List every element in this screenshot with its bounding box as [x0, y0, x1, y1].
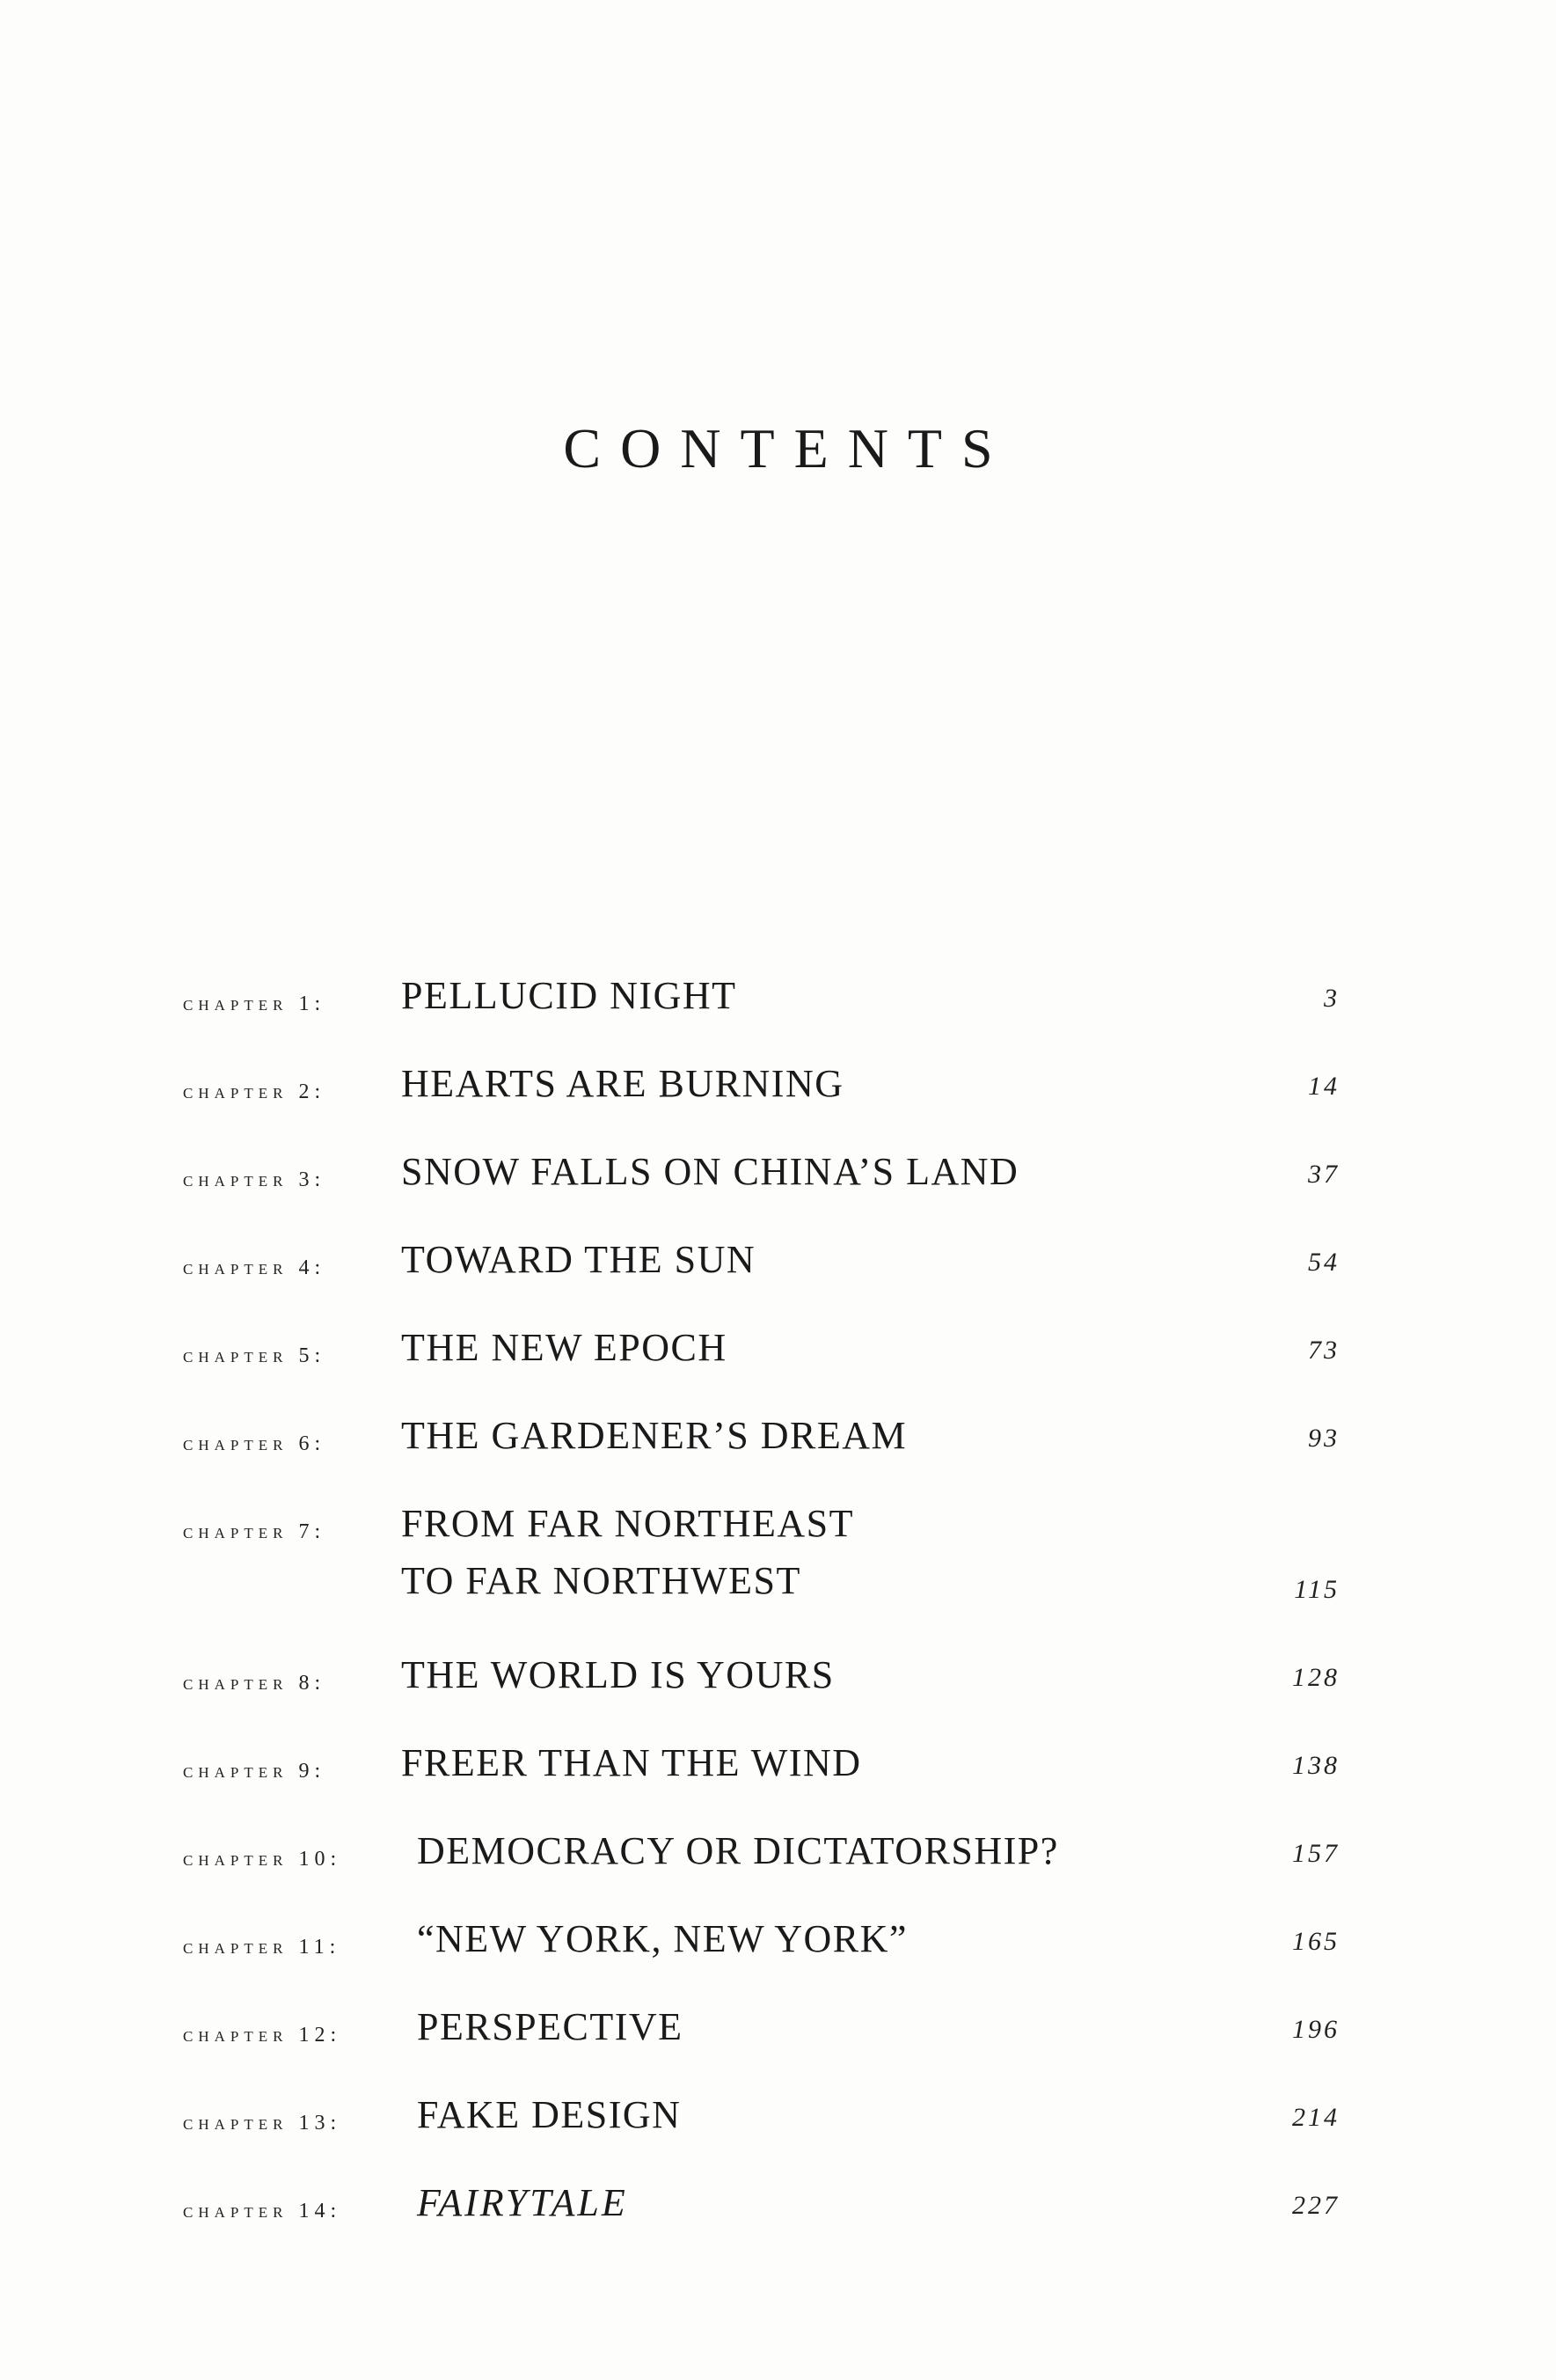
chapter-label: chapter 7:	[183, 1520, 326, 1543]
chapter-title	[401, 1501, 854, 1603]
chapter-label: chapter 2:	[183, 1080, 326, 1103]
table-of-contents	[0, 968, 1556, 2263]
chapter-label: chapter 1:	[183, 992, 326, 1015]
page-number: 73	[1308, 1336, 1340, 1365]
chapter-title: DEMOCRACY OR DICTATORSHIP?	[417, 1829, 1059, 1872]
page-number: 115	[1294, 1575, 1340, 1604]
page-title: CONTENTS	[563, 416, 1012, 480]
toc-entry-7[interactable]	[0, 1496, 1556, 1647]
toc-entry-4[interactable]	[0, 1232, 1556, 1320]
chapter-label: chapter 12:	[183, 2024, 342, 2047]
chapter-title: FAIRYTALE	[417, 2181, 628, 2224]
chapter-title-line-2: TO FAR NORTHWEST	[401, 1559, 801, 1602]
page-number: 93	[1308, 1424, 1340, 1453]
toc-entry-3[interactable]	[0, 1144, 1556, 1232]
chapter-title: PERSPECTIVE	[417, 2005, 683, 2048]
page-number: 227	[1292, 2191, 1340, 2220]
page-number: 37	[1308, 1160, 1340, 1189]
chapter-label: chapter 9:	[183, 1760, 326, 1783]
chapter-title: HEARTS ARE BURNING	[401, 1062, 844, 1105]
toc-entry-13[interactable]	[0, 2087, 1556, 2175]
chapter-title-line-1: FROM FAR NORTHEAST	[401, 1502, 854, 1545]
toc-entry-14[interactable]	[0, 2175, 1556, 2263]
toc-entry-6[interactable]	[0, 1408, 1556, 1496]
chapter-label: chapter 14:	[183, 2200, 342, 2223]
page-number: 14	[1308, 1072, 1340, 1101]
toc-entry-12[interactable]	[0, 1999, 1556, 2087]
chapter-title: THE WORLD IS YOURS	[401, 1653, 835, 1696]
chapter-label: chapter 3:	[183, 1168, 326, 1191]
chapter-title: FAKE DESIGN	[417, 2093, 682, 2136]
chapter-title: TOWARD THE SUN	[401, 1238, 756, 1281]
chapter-label: chapter 6:	[183, 1432, 326, 1455]
chapter-title: PELLUCID NIGHT	[401, 974, 737, 1017]
chapter-title: FREER THAN THE WIND	[401, 1741, 862, 1784]
page-number: 3	[1324, 984, 1340, 1013]
page-number: 54	[1308, 1248, 1340, 1277]
toc-entry-8[interactable]	[0, 1647, 1556, 1735]
chapter-label: chapter 11:	[183, 1936, 341, 1959]
chapter-label: chapter 5:	[183, 1344, 326, 1367]
toc-entry-2[interactable]	[0, 1056, 1556, 1144]
toc-entry-10[interactable]	[0, 1823, 1556, 1911]
chapter-label: chapter 10:	[183, 1848, 342, 1871]
page-number: 165	[1292, 1927, 1340, 1956]
page-number: 128	[1292, 1663, 1340, 1692]
page-number: 138	[1292, 1751, 1340, 1780]
chapter-title: THE NEW EPOCH	[401, 1326, 727, 1369]
toc-entry-5[interactable]	[0, 1320, 1556, 1408]
page-number: 214	[1292, 2103, 1340, 2132]
chapter-title: SNOW FALLS ON CHINA’S LAND	[401, 1150, 1019, 1193]
page-number: 157	[1292, 1839, 1340, 1868]
page-number: 196	[1292, 2015, 1340, 2044]
chapter-title: THE GARDENER’S DREAM	[401, 1414, 908, 1457]
chapter-label: chapter 13:	[183, 2112, 342, 2135]
toc-entry-1[interactable]	[0, 968, 1556, 1056]
chapter-label: chapter 4:	[183, 1256, 326, 1279]
toc-entry-11[interactable]	[0, 1911, 1556, 1999]
toc-entry-9[interactable]	[0, 1735, 1556, 1823]
chapter-title: “NEW YORK, NEW YORK”	[417, 1917, 908, 1960]
chapter-label: chapter 8:	[183, 1672, 326, 1695]
